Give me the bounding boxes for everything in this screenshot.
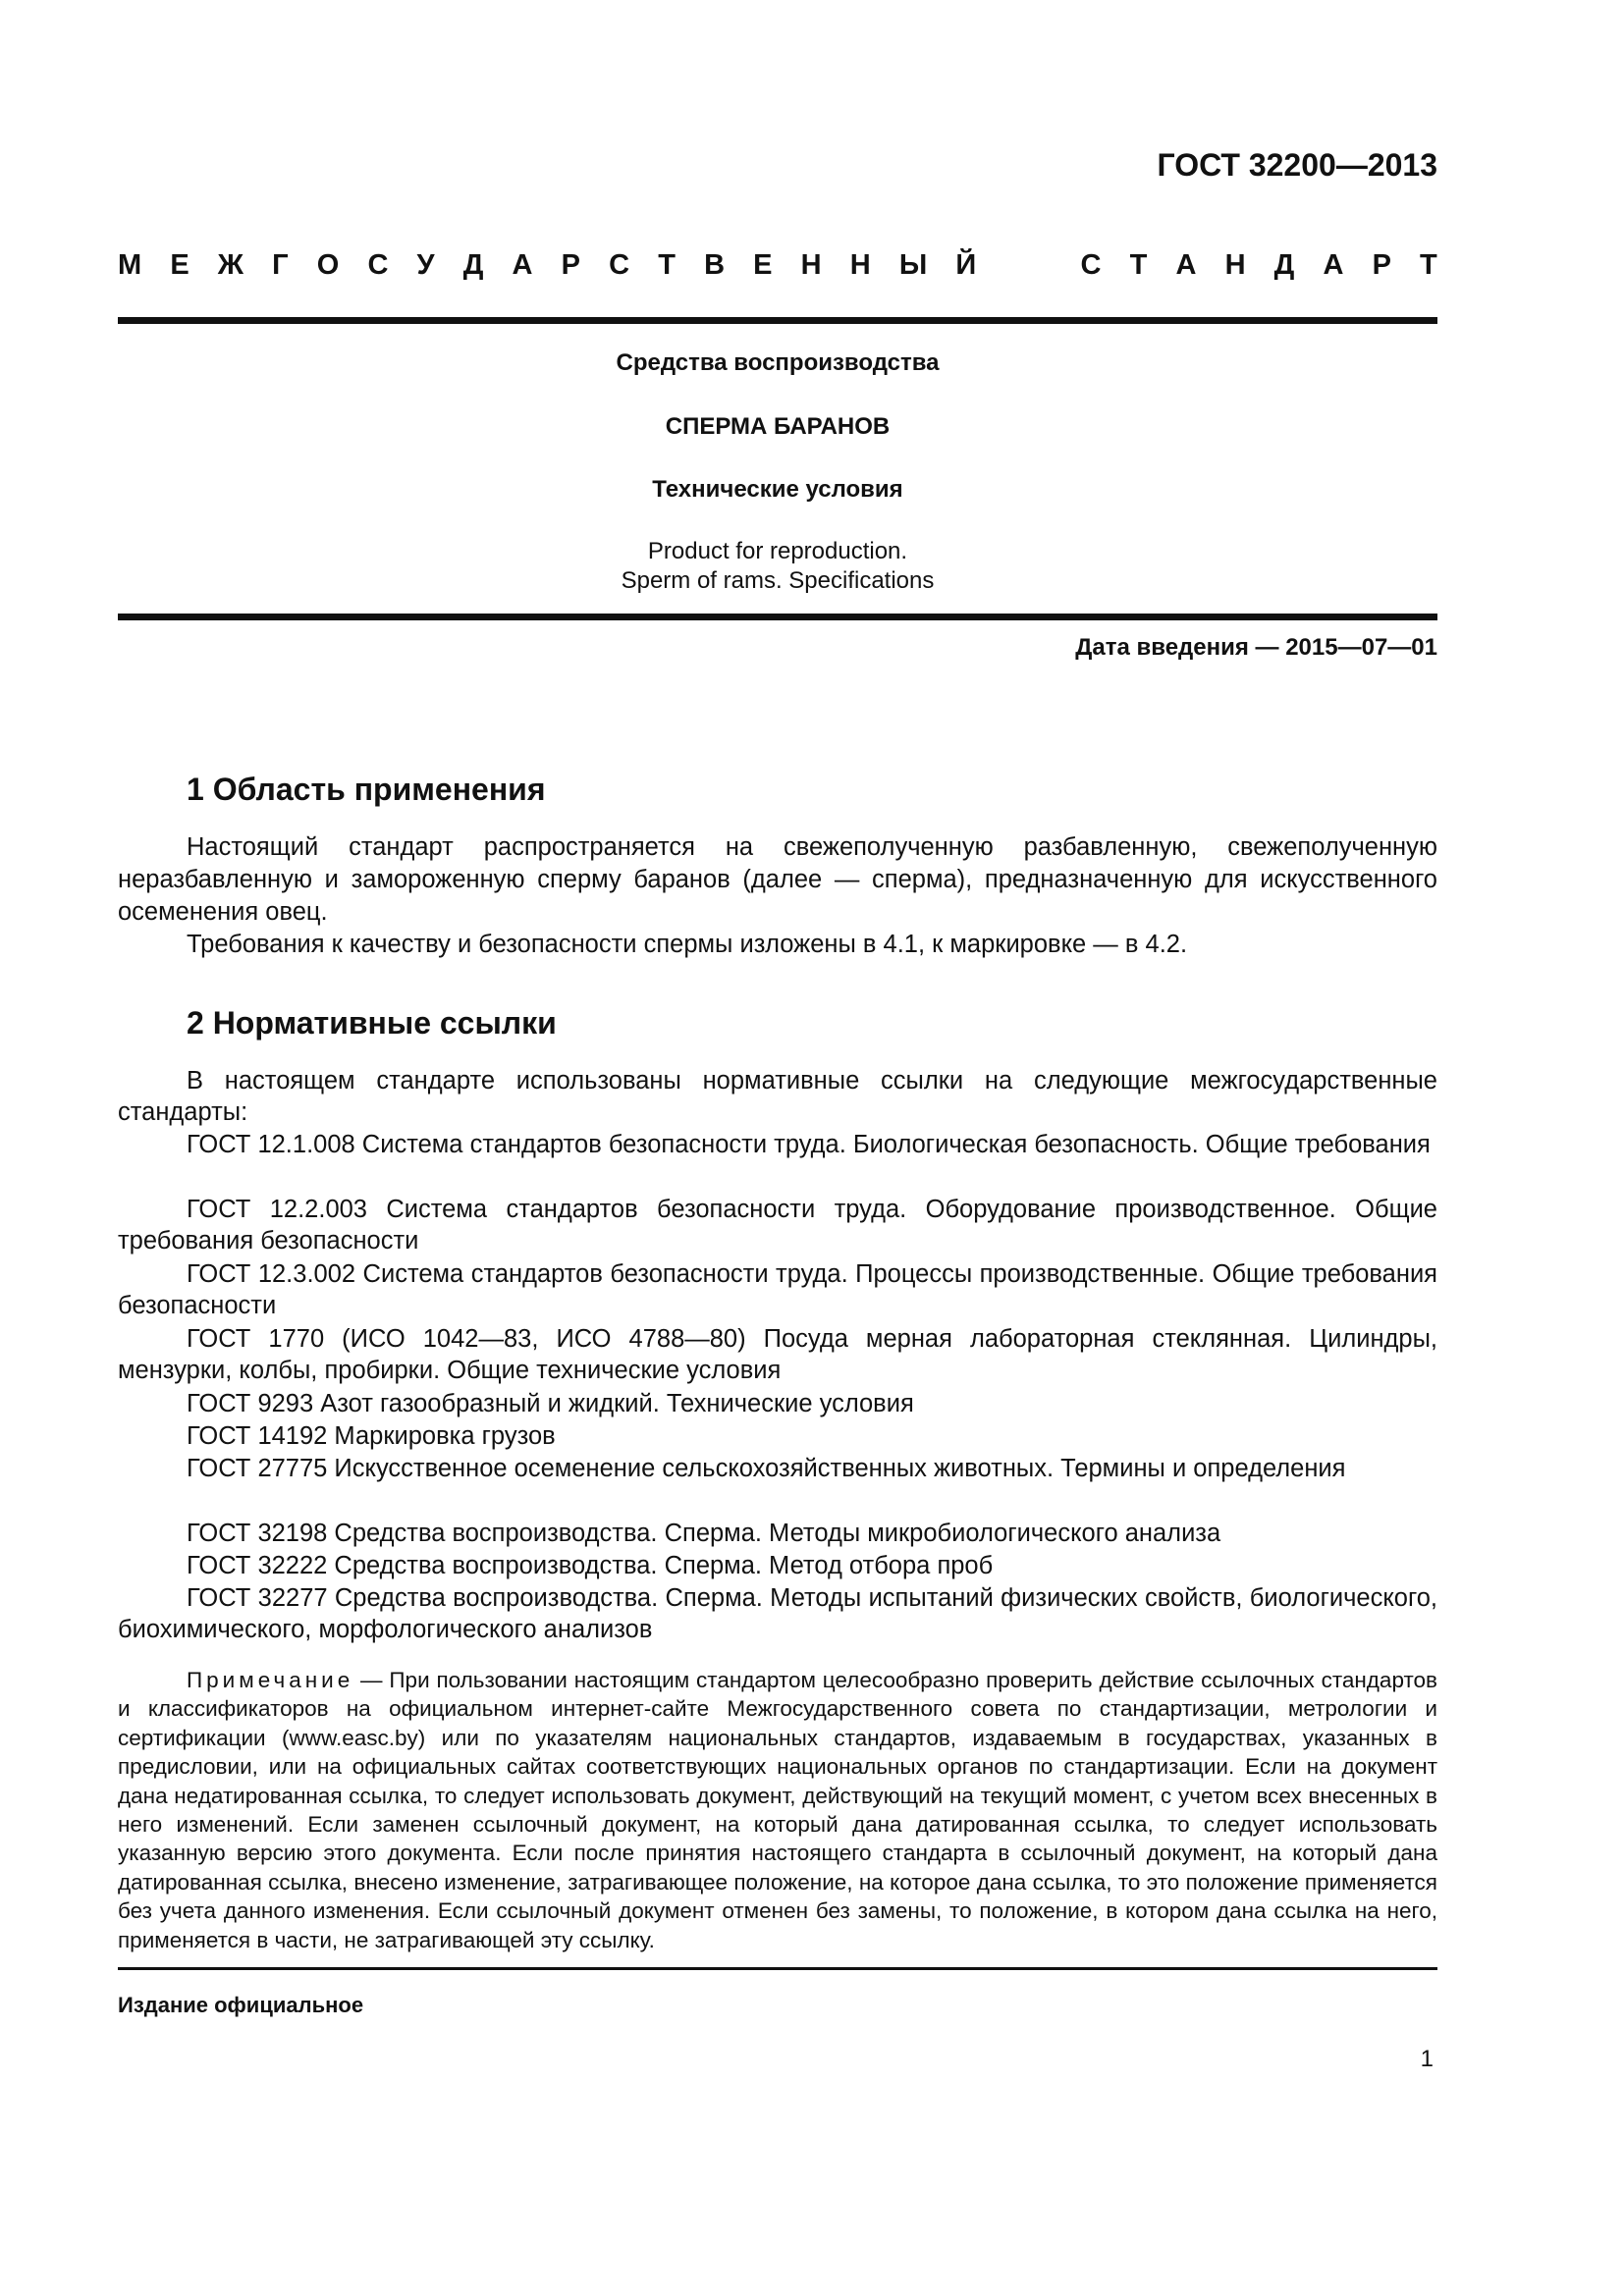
section-1-heading: 1 Область применения xyxy=(187,772,546,807)
standard-type-banner xyxy=(118,249,1437,282)
banner-letter: Н xyxy=(1224,249,1246,281)
normative-reference: ГОСТ 1770 (ИСО 1042—83, ИСО 4788—80) Посуда мерная лабораторная стеклянная. Цилиндры, мензурки, колбы, пробирки. Общие технические условия xyxy=(118,1325,1437,1384)
banner-letter: Е xyxy=(753,249,773,281)
title-english-line2: Sperm of rams. Specifications xyxy=(621,567,935,594)
banner-letter: Р xyxy=(1372,249,1391,281)
banner-letter: Н xyxy=(800,249,822,281)
section-2-intro: В настоящем стандарте использованы нормативные ссылки на следующие межгосударственные стандарты: xyxy=(118,1067,1437,1126)
banner-letter: С xyxy=(367,249,389,281)
section-2-heading: 2 Нормативные ссылки xyxy=(187,1005,557,1041)
title-english-line1: Product for reproduction. xyxy=(647,538,908,564)
banner-letter: Й xyxy=(955,249,977,281)
section-1-paragraph: Настоящий стандарт распространяется на свежеполученную разбавленную, свежеполученную неразбавленную и замороженную сперму баранов (далее — сперма), предназначенную для искусственного осеменения овец. xyxy=(118,833,1437,926)
banner-word-gap xyxy=(1004,249,1052,282)
references-note xyxy=(118,1666,1437,1954)
banner-letter: А xyxy=(512,249,533,281)
banner-letter: О xyxy=(316,249,340,281)
banner-letter: С xyxy=(1080,249,1102,281)
banner-letter: У xyxy=(416,249,435,281)
normative-reference: ГОСТ 14192 Маркировка грузов xyxy=(187,1422,556,1450)
banner-letter: Т xyxy=(1129,249,1148,281)
page-number: 1 xyxy=(1420,2046,1434,2072)
banner-letter: Н xyxy=(849,249,871,281)
banner-letter: А xyxy=(1175,249,1197,281)
normative-reference: ГОСТ 27775 Искусственное осеменение сельскохозяйственных животных. Термины и определения xyxy=(187,1455,1346,1482)
banner-letter: Е xyxy=(170,249,189,281)
normative-reference: ГОСТ 32198 Средства воспроизводства. Сперма. Методы микробиологического анализа xyxy=(187,1520,1221,1547)
banner-letter: Т xyxy=(658,249,676,281)
footer-rule xyxy=(118,1967,1437,1970)
official-edition-label: Издание официальное xyxy=(118,1993,364,2017)
normative-reference: ГОСТ 12.1.008 Система стандартов безопасности труда. Биологическая безопасность. Общие требования xyxy=(187,1131,1431,1158)
normative-reference: ГОСТ 32222 Средства воспроизводства. Сперма. Метод отбора проб xyxy=(187,1552,994,1579)
banner-letter: М xyxy=(118,249,142,281)
title-sub: Технические условия xyxy=(652,476,903,503)
banner-letter: В xyxy=(704,249,726,281)
normative-reference: ГОСТ 32277 Средства воспроизводства. Сперма. Методы испытаний физических свойств, биологического, биохимического, морфологического анализов xyxy=(118,1584,1437,1643)
title-group: Средства воспроизводства xyxy=(616,349,940,376)
title-main: СПЕРМА БАРАНОВ xyxy=(665,413,891,440)
banner-letter: С xyxy=(609,249,630,281)
gost-number: ГОСТ 32200—2013 xyxy=(1157,147,1437,183)
normative-reference: ГОСТ 12.2.003 Система стандартов безопасности труда. Оборудование производственное. Общие требования безопасности xyxy=(118,1196,1437,1255)
note-text: — При пользовании настоящим стандартом целесообразно проверить действие ссылочных стандартов и классификаторов на официальном интернет-сайте Межгосударственного совета по стандартизации, метрологии и сертификации (www.easc.by) или по указателям национальных стандартов, издаваемым в государствах, указанных в предисловии, или на официальных сайтах соответствующих национальных органов по стандартизации. Если на документ дана недатированная ссылка, то следует использовать документ, действующий на текущий момент, с учетом всех внесенных в него изменений. Если заменен ссылочный документ, на который дана датированная ссылка, то следует использовать указанную версию этого документа. Если после принятия настоящего стандарта в ссылочный документ, на который дана датированная ссылка, внесено изменение, затрагивающее положение, на которое дана ссылка, то это положение применяется без учета данного изменения. Если ссылочный документ отменен без замены, то положение, в котором дана ссылка на него, применяется в части, не затрагивающей эту ссылку. xyxy=(118,1668,1437,1952)
banner-letter: Р xyxy=(561,249,580,281)
banner-letter: Г xyxy=(272,249,289,281)
banner-letter: Ж xyxy=(217,249,244,281)
normative-reference: ГОСТ 9293 Азот газообразный и жидкий. Технические условия xyxy=(187,1390,914,1417)
banner-letter: Д xyxy=(462,249,484,281)
introduction-date: Дата введения — 2015—07—01 xyxy=(1075,634,1437,661)
banner-letter: Ы xyxy=(898,249,928,281)
banner-letter: Т xyxy=(1420,249,1437,281)
banner-letter: Д xyxy=(1273,249,1295,281)
section-1-paragraph: Требования к качеству и безопасности спермы изложены в 4.1, к маркировке — в 4.2. xyxy=(187,931,1188,958)
banner-letter: А xyxy=(1323,249,1344,281)
title-bottom-rule xyxy=(118,614,1437,620)
normative-reference: ГОСТ 12.3.002 Система стандартов безопасности труда. Процессы производственные. Общие требования безопасности xyxy=(118,1260,1437,1319)
title-top-rule xyxy=(118,317,1437,324)
note-label: Примечание xyxy=(187,1668,354,1692)
